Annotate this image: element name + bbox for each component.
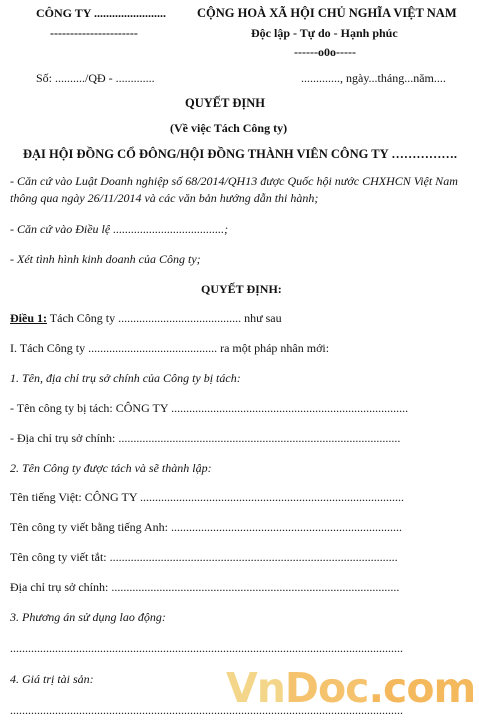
item-2-heading: 2. Tên Công ty được tách và sẽ thành lập: (10, 461, 212, 475)
place-date-line: ............., ngày...tháng...năm.... (301, 71, 446, 85)
vndoc-watermark-logo (226, 664, 476, 712)
company-dashes: ---------------------- (50, 26, 138, 40)
issuing-body: ĐẠI HỘI ĐỒNG CỔ ĐÔNG/HỘI ĐỒNG THÀNH VIÊN CÔNG TY ……………. (23, 147, 457, 161)
watermark-vn: Vn (226, 664, 285, 712)
watermark-doc: Doc (284, 664, 369, 712)
document-subtitle: (Về việc Tách Công ty) (170, 121, 288, 135)
watermark-com: .com (368, 664, 476, 712)
short-name-field: Tên công ty viết tắt: ................................................................................................ (10, 550, 398, 564)
split-company-name-field: - Tên công ty bị tách: CÔNG TY ............................................................................... (10, 401, 409, 415)
country-heading: CỘNG HOÀ XÃ HỘI CHỦ NGHĨA VIỆT NAM (197, 6, 457, 20)
decision-heading: QUYẾT ĐỊNH: (201, 282, 282, 296)
legal-basis-law-line2: thông qua ngày 26/11/2014 và các văn bản hướng dẫn thi hành; (10, 191, 319, 205)
document-title: QUYẾT ĐỊNH (185, 96, 265, 110)
article-1-label: Điều 1: (10, 311, 47, 325)
decision-number: Số: ........../QĐ - ............. (36, 71, 155, 85)
article-1 (10, 311, 282, 326)
company-name-label: CÔNG TY ........................ (36, 6, 167, 20)
vietnamese-name-field: Tên tiếng Việt: CÔNG TY ........................................................................................ (10, 490, 405, 504)
item-4-dotted-line: ................................................................................................................................... (10, 703, 403, 717)
item-1-heading: 1. Tên, địa chỉ trụ sở chính của Công ty bị tách: (10, 371, 241, 385)
section-i: I. Tách Công ty ........................................... ra một pháp nhân mới: (10, 341, 330, 355)
item-4-heading: 4. Giá trị tài sản: (10, 672, 94, 686)
article-1-text: Tách Công ty ......................................... như sau (47, 311, 282, 325)
national-motto: Độc lập - Tự do - Hạnh phúc (251, 26, 398, 40)
hq-address-field: - Địa chỉ trụ sở chính: .............................................................................................. (10, 431, 401, 445)
legal-basis-law-line1: - Căn cứ vào Luật Doanh nghiệp số 68/2014/QH13 được Quốc hội nước CHXHCN Việt Nam (10, 174, 458, 188)
new-hq-address-field: Địa chỉ trụ sở chính: ................................................................................................ (10, 580, 400, 594)
english-name-field: Tên công ty viết bằng tiếng Anh: ............................................................................. (10, 520, 402, 534)
item-3-dotted-line: ................................................................................................................................... (10, 641, 403, 655)
motto-separator: ------o0o----- (294, 45, 356, 59)
legal-basis-business: - Xét tình hình kinh doanh của Công ty; (10, 252, 201, 266)
legal-basis-charter: - Căn cứ vào Điều lệ .....................................; (10, 222, 229, 236)
item-3-heading: 3. Phương án sử dụng lao động: (10, 610, 166, 624)
